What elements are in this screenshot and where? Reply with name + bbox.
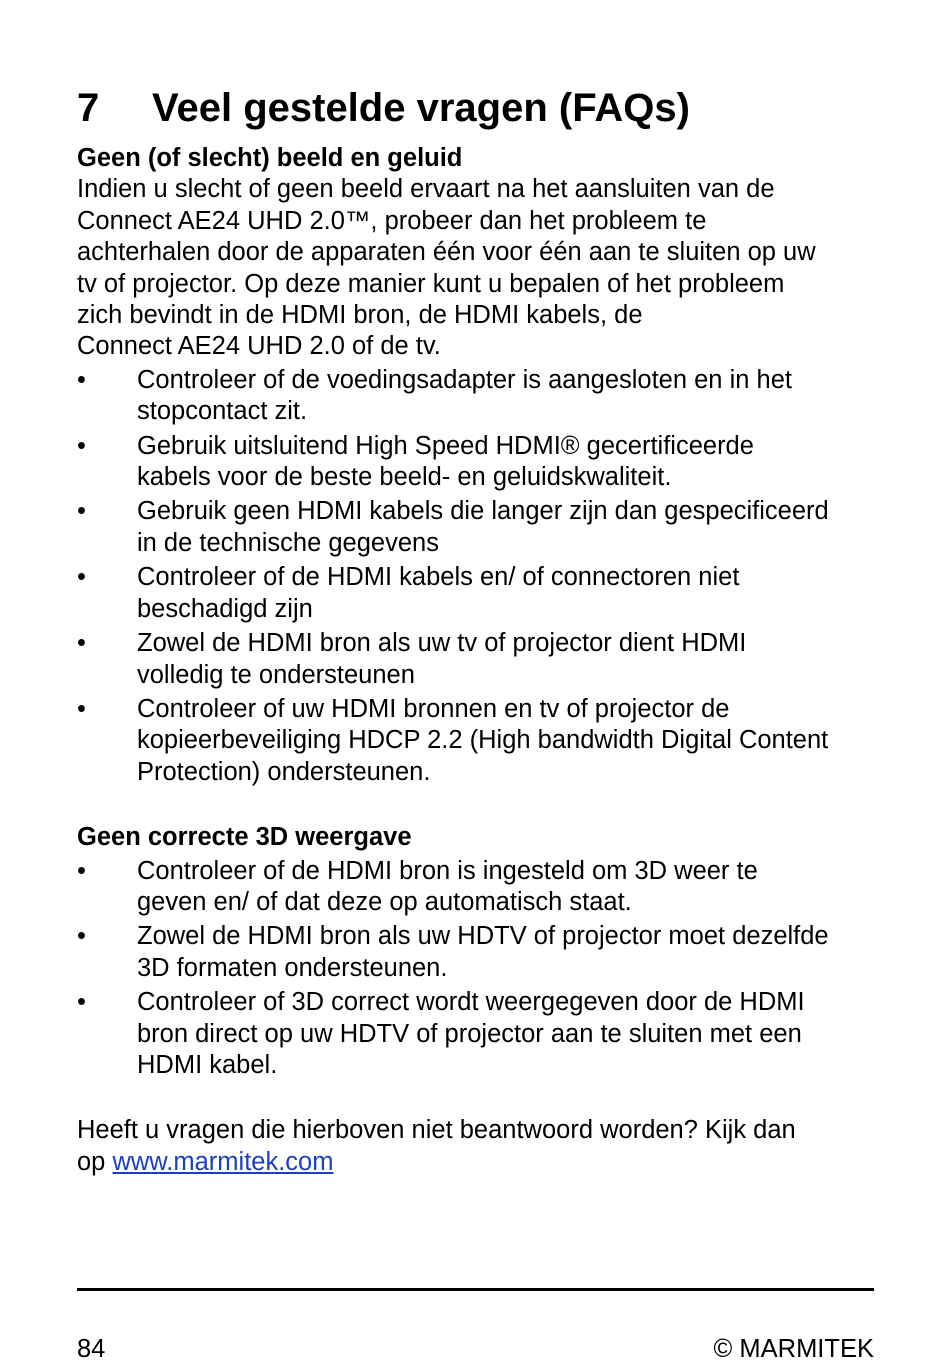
- chapter-number: 7: [77, 86, 100, 130]
- section-heading: Geen correcte 3D weergave: [77, 823, 412, 852]
- intro-line: Connect AE24 UHD 2.0 of de tv.: [77, 332, 441, 361]
- closing-prefix: op: [77, 1147, 113, 1176]
- list-item: [77, 365, 874, 428]
- intro-line: Indien u slecht of geen beeld ervaart na het aansluiten van de: [77, 175, 775, 204]
- bullet-icon: •: [77, 497, 86, 526]
- list-item: [77, 628, 874, 691]
- intro-line: zich bevindt in de HDMI bron, de HDMI kabels, de: [77, 301, 643, 330]
- closing-line: Heeft u vragen die hierboven niet beantwoord worden? Kijk dan: [77, 1116, 796, 1145]
- list-item-text: volledig te ondersteunen: [137, 660, 415, 689]
- page-number: 84: [77, 1335, 106, 1363]
- bullet-icon: •: [77, 988, 86, 1017]
- list-item-text: kabels voor de beste beeld- en geluidskwaliteit.: [137, 463, 672, 492]
- list-item-text: Gebruik geen HDMI kabels die langer zijn dan gespecificeerd: [137, 497, 829, 526]
- list-item: [77, 431, 874, 494]
- list-item: [77, 496, 874, 559]
- list-item-text: Gebruik uitsluitend High Speed HDMI® gecertificeerde: [137, 431, 754, 460]
- chapter-heading: [77, 82, 690, 134]
- chapter-title: Veel gestelde vragen (FAQs): [152, 86, 690, 130]
- list-item-text: Controleer of 3D correct wordt weergegeven door de HDMI: [137, 988, 805, 1017]
- list-item: [77, 562, 874, 625]
- list-item-text: HDMI kabel.: [137, 1050, 278, 1079]
- list-item-text: Zowel de HDMI bron als uw tv of projector dient HDMI: [137, 629, 747, 658]
- intro-paragraph: [77, 174, 874, 362]
- bullet-icon: •: [77, 629, 86, 658]
- list-item: [77, 694, 874, 788]
- list-item: [77, 856, 874, 919]
- list-item-text: stopcontact zit.: [137, 397, 308, 426]
- list-item-text: kopieerbeveiliging HDCP 2.2 (High bandwidth Digital Content: [137, 726, 829, 755]
- bullet-icon: •: [77, 694, 86, 723]
- footer-divider: [77, 1288, 874, 1291]
- faq-content: [77, 143, 874, 1178]
- bullet-list: [77, 365, 874, 788]
- list-item-text: Controleer of de voedingsadapter is aangesloten en in het: [137, 365, 792, 394]
- copyright-notice: © MARMITEK: [713, 1335, 874, 1363]
- closing-paragraph: [77, 1115, 874, 1178]
- list-item-text: Protection) ondersteunen.: [137, 757, 431, 786]
- list-item-text: in de technische gegevens: [137, 528, 439, 557]
- intro-line: achterhalen door de apparaten één voor één aan te sluiten op uw: [77, 238, 816, 267]
- intro-line: tv of projector. Op deze manier kunt u bepalen of het probleem: [77, 269, 785, 298]
- list-item: [77, 921, 874, 984]
- list-item: [77, 987, 874, 1081]
- list-item-text: Zowel de HDMI bron als uw HDTV of projector moet dezelfde: [137, 922, 829, 951]
- intro-line: Connect AE24 UHD 2.0™, probeer dan het probleem te: [77, 206, 707, 235]
- list-item-text: 3D formaten ondersteunen.: [137, 953, 448, 982]
- list-item-text: beschadigd zijn: [137, 594, 313, 623]
- list-item-text: Controleer of uw HDMI bronnen en tv of projector de: [137, 694, 730, 723]
- list-item-text: bron direct op uw HDTV of projector aan te sluiten met een: [137, 1019, 802, 1048]
- section-heading: Geen (of slecht) beeld en geluid: [77, 144, 463, 172]
- bullet-icon: •: [77, 563, 86, 592]
- bullet-icon: •: [77, 856, 86, 885]
- bullet-list: [77, 856, 874, 1082]
- bullet-icon: •: [77, 365, 86, 394]
- list-item-text: geven en/ of dat deze op automatisch staat.: [137, 887, 632, 916]
- bullet-icon: •: [77, 922, 86, 951]
- list-item-text: Controleer of de HDMI bron is ingesteld om 3D weer te: [137, 856, 758, 885]
- bullet-icon: •: [77, 431, 86, 460]
- list-item-text: Controleer of de HDMI kabels en/ of connectoren niet: [137, 563, 740, 592]
- website-link[interactable]: www.marmitek.com: [112, 1147, 334, 1176]
